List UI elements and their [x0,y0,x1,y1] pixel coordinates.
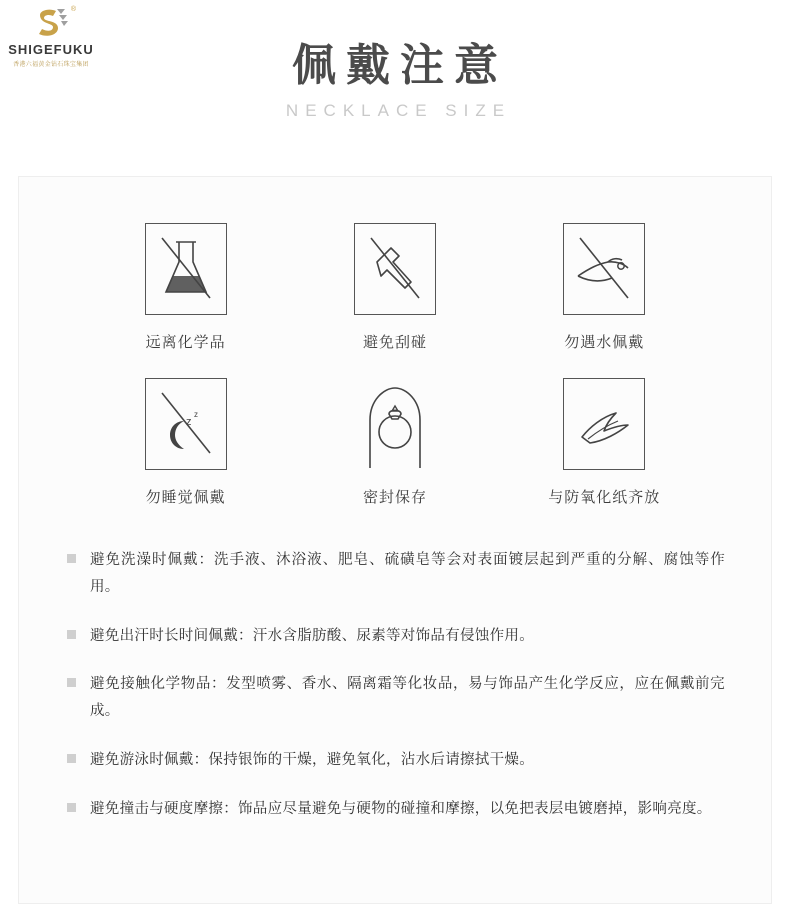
bullet-square-icon [67,754,76,763]
note-text: 避免撞击与硬度摩擦：饰品应尽量避免与硬物的碰撞和摩擦，以免把表层电镀磨掉，影响亮度。 [90,800,712,817]
sleep-moon-icon [145,378,227,470]
care-caption: 勿遇水佩戴 [564,333,645,351]
svg-text:z: z [185,416,192,428]
registered-mark: ® [70,6,76,13]
bullet-square-icon [67,554,76,563]
note-text: 避免游泳时佩戴：保持银饰的干燥，避免氧化，沾水后请擦拭干燥。 [90,752,534,769]
s-monogram-icon [34,6,76,40]
brand-subtitle: 香港六福黄金钻石珠宝集团 [13,62,89,68]
bullet-square-icon [67,678,76,687]
care-caption: 勿睡觉佩戴 [145,488,226,506]
care-notes-list [19,533,771,823]
page-title: 佩戴注意 [292,40,508,91]
bullet-square-icon [67,630,76,639]
page-subtitle: NECKLACE SIZE [285,100,512,120]
care-item [81,223,290,352]
care-caption: 避免刮碰 [362,333,427,351]
sealed-bag-ring-icon [354,378,436,470]
hand-water-icon [563,223,645,315]
care-item [290,378,499,507]
hammer-scratch-icon [354,223,436,315]
note-text: 避免接触化学物品：发型喷雾、香水、隔离霜等化妆品，易与饰品产生化学反应，应在佩戴前完成。 [90,676,725,720]
note-item [67,747,725,774]
care-item [290,223,499,352]
note-item [67,671,725,725]
care-item [500,223,709,352]
anti-oxidation-paper-icon [563,378,645,470]
brand-name: SHIGEFUKU [8,42,94,57]
care-icon-grid [19,177,771,533]
care-item [500,378,709,507]
care-caption: 与防氧化纸齐放 [548,488,661,506]
content-panel [18,176,772,904]
note-text: 避免出汗时长时间佩戴：汗水含脂肪酸、尿素等对饰品有侵蚀作用。 [90,627,534,644]
care-item [81,378,290,507]
care-caption: 远离化学品 [145,333,226,351]
flask-chemical-icon [145,223,227,315]
note-item [67,623,725,650]
page-header [0,0,790,121]
brand-logo [8,6,94,68]
note-item [67,796,725,823]
note-text: 避免洗澡时佩戴：洗手液、沐浴液、肥皂、硫磺皂等会对表面镀层起到严重的分解、腐蚀等作用。 [90,552,725,595]
care-caption: 密封保存 [362,488,427,506]
svg-text:z: z [193,410,198,419]
note-item [67,547,725,601]
bullet-square-icon [67,803,76,812]
